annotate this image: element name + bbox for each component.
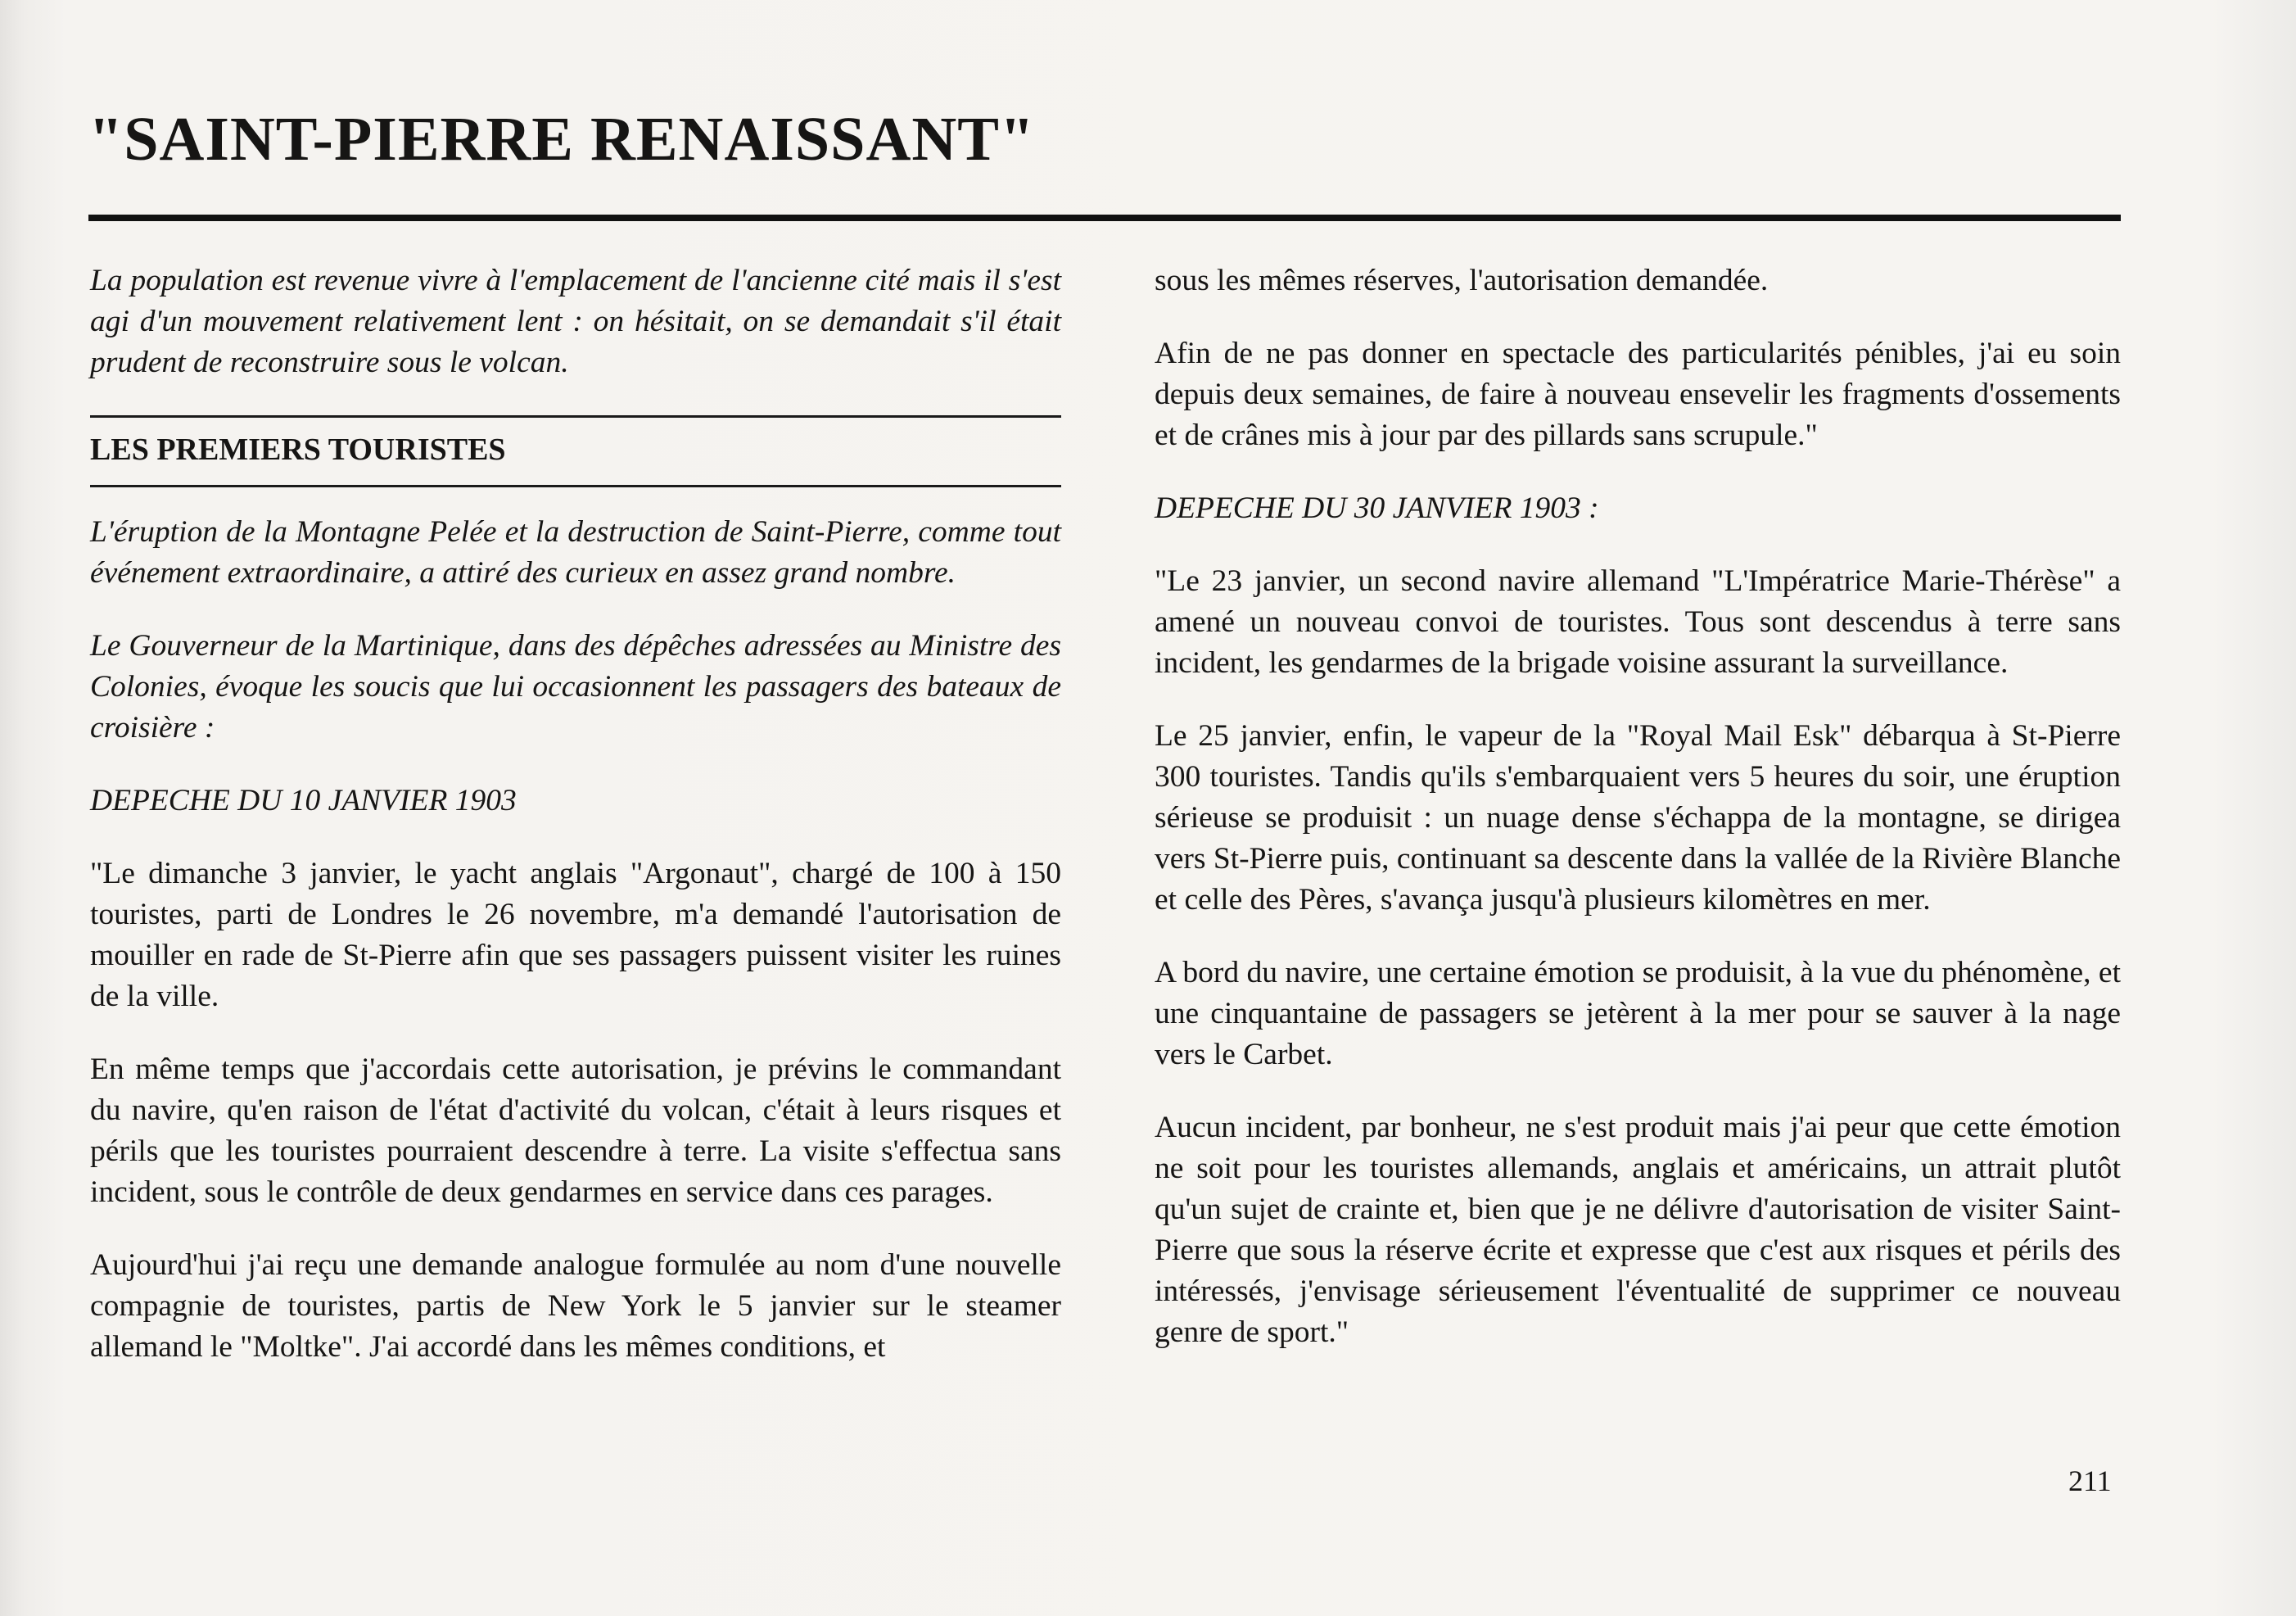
paragraph: A bord du navire, une certaine émotion se produisit, à la vue du phénomène, et une cinquantaine de passagers se jetèrent à la mer pour se sauver à la nage vers le Carbet. [1155, 956, 2121, 1071]
paragraph: L'éruption de la Montagne Pelée et la destruction de Saint-Pierre, comme tout événement extraordinaire, a attiré des curieux en assez grand nombre. [90, 515, 1061, 590]
paragraph: Aujourd'hui j'ai reçu une demande analogue formulée au nom d'une nouvelle compagnie de touristes, partis de New York le 5 janvier sur le steamer allemand le "Moltke". J'ai accordé dans les mêmes conditions, et [90, 1248, 1061, 1364]
paragraph: "Le 23 janvier, un second navire allemand "L'Impératrice Marie-Thérèse" a amené un nouveau convoi de touristes. Tous sont descendus à terre sans incident, les gendarmes de la brigade voisine assurant la surveillance. [1155, 564, 2121, 680]
left-column [90, 260, 1061, 1400]
paragraph: Aucun incident, par bonheur, ne s'est produit mais j'ai peur que cette émotion ne soit pour les touristes allemands, anglais et américains, un attrait plutôt qu'un sujet de crainte et, bien que je ne délivre d'autorisation de visiter Saint-Pierre que sous la réserve écrite et expresse que c'est aux risques et périls des intéressés, j'envisage sérieusement l'éventualité de supprimer ce nouveau genre de sport." [1155, 1111, 2121, 1349]
paragraph: Le Gouverneur de la Martinique, dans des dépêches adressées au Ministre des Colonies, évoque les soucis que lui occasionnent les passagers des bateaux de croisière : [90, 629, 1061, 745]
paragraph: sous les mêmes réserves, l'autorisation demandée. [1155, 264, 1769, 297]
right-column [1155, 260, 2121, 1385]
paragraph: En même temps que j'accordais cette autorisation, je prévins le commandant du navire, qu'en raison de l'état d'activité du volcan, c'était à leurs risques et périls que les touristes pourraient descendre à terre. La visite s'effectua sans incident, sous le contrôle de deux gendarmes en service dans ces parages. [90, 1052, 1061, 1209]
dispatch-heading: DEPECHE DU 10 JANVIER 1903 [90, 784, 517, 817]
section-rule-bottom [90, 485, 1061, 487]
paragraph: "Le dimanche 3 janvier, le yacht anglais "Argonaut", chargé de 100 à 150 touristes, parti de Londres le 26 novembre, m'a demandé l'autorisation de mouiller en rade de St-Pierre afin que ses passagers puissent visiter les ruines de la ville. [90, 857, 1061, 1013]
title-rule [88, 215, 2121, 221]
paragraph: Afin de ne pas donner en spectacle des particularités pénibles, j'ai eu soin depuis deux semaines, de faire à nouveau ensevelir les fragments d'ossements et de crânes mis à jour par des pillards sans scrupule." [1155, 337, 2121, 452]
paragraph: Le 25 janvier, enfin, le vapeur de la "Royal Mail Esk" débarqua à St-Pierre 300 touristes. Tandis qu'ils s'embarquaient vers 5 heures du soir, une éruption sérieuse se produisit : un nuage dense s'échappa de la montagne, se dirigea vers St-Pierre puis, continuant sa descente dans la vallée de la Rivière Blanche et celle des Pères, s'avança jusqu'à plusieurs kilomètres en mer. [1155, 719, 2121, 917]
page-number: 211 [2068, 1464, 2112, 1497]
dispatch-heading: DEPECHE DU 30 JANVIER 1903 : [1155, 491, 1599, 525]
intro-paragraph: La population est revenue vivre à l'emplacement de l'ancienne cité mais il s'est agi d'un mouvement relativement lent : on hésitait, on se demandait s'il était prudent de reconstruire sous le volcan. [90, 264, 1061, 379]
page-title: "SAINT-PIERRE RENAISSANT" [88, 105, 1036, 174]
section-heading: LES PREMIERS TOURISTES [90, 432, 506, 467]
